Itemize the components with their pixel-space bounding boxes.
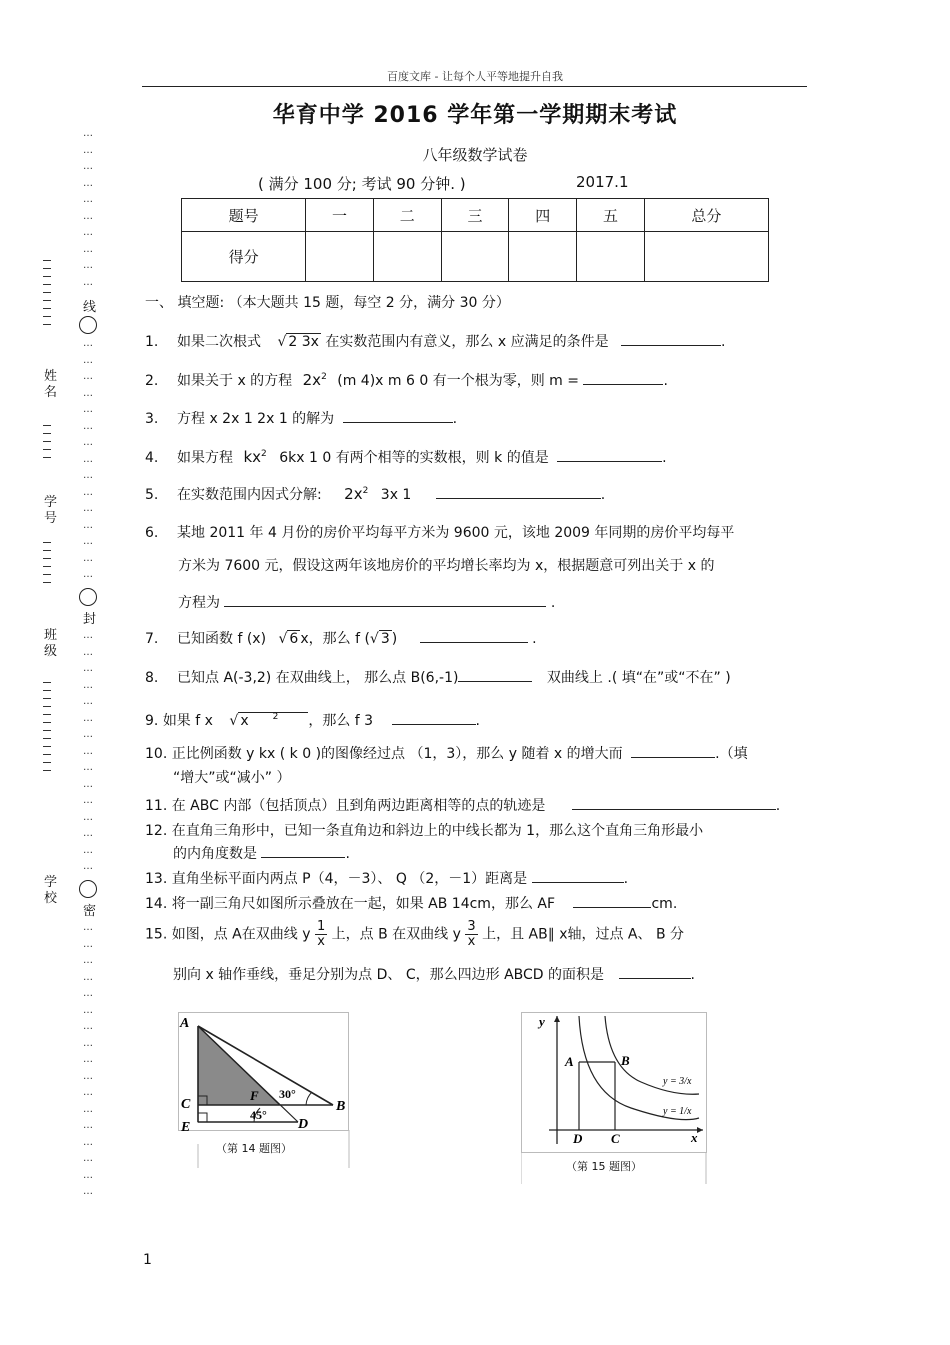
question-text: 上，点 B 在双曲线 y <box>331 926 461 943</box>
answer-blank[interactable] <box>572 797 776 810</box>
question-6-line-2: 方米为 7600 元，假设这两年该地房价的平均增长率均为 x，根据题意可列出关于 x 的 <box>178 558 715 574</box>
binding-line-char: 线 <box>83 300 97 315</box>
angle-label: 30° <box>279 1087 296 1101</box>
curve-label: y = 1/x <box>663 1106 692 1117</box>
question-11: 11. 在 ABC 内部（包括顶点）且到角两边距离相等的点的轨迹是 . <box>145 798 781 814</box>
question-text: 在直角三角形中，已知一条直角边和斜边上的中线长都为 1，那么这个直角三角形最小 <box>171 823 704 839</box>
question-text: 有一个根为零，则 m = <box>432 373 579 389</box>
score-header-cell: 四 <box>509 199 577 232</box>
score-header-cell: 题号 <box>182 199 306 232</box>
score-header-cell: 二 <box>373 199 441 232</box>
answer-blank[interactable] <box>261 845 345 858</box>
question-number: 10. <box>145 746 168 762</box>
radicand: 6 <box>289 631 299 647</box>
score-header-cell: 五 <box>577 199 645 232</box>
question-text: .（填 <box>715 746 748 762</box>
question-number: 15. <box>145 926 168 943</box>
question-12-line-2: 的内角度数是 . <box>173 846 350 862</box>
question-text: 将一副三角尺如图所示叠放在一起，如果 AB 14cm，那么 AF <box>171 896 556 912</box>
page-number: 1 <box>143 1252 152 1268</box>
field-label-student-id: 学号 <box>44 495 58 526</box>
binding-secret-char: 密 <box>83 904 97 919</box>
question-text: 别向 x 轴作垂线，垂足分别为点 D、 C，那么四边形 ABCD 的面积是 <box>173 967 605 983</box>
question-15-line-2: 别向 x 轴作垂线，垂足分别为点 D、 C，那么四边形 ABCD 的面积是 . <box>173 967 695 983</box>
point-label: C <box>611 1131 620 1146</box>
answer-blank[interactable] <box>557 449 662 462</box>
question-12 <box>145 820 703 840</box>
field-label-school: 学校 <box>44 875 58 906</box>
school-underline <box>43 682 51 778</box>
score-header-cell: 总分 <box>644 199 768 232</box>
point-label: C <box>181 1097 191 1112</box>
point-label: F <box>250 1088 259 1103</box>
question-text: 的内角度数是 <box>173 846 257 862</box>
radicand: 2 3x <box>288 334 319 350</box>
answer-blank[interactable] <box>583 372 663 385</box>
question-15 <box>145 920 684 949</box>
answer-blank[interactable] <box>436 486 601 499</box>
question-text: ，那么 f 3 <box>308 713 374 729</box>
question-text: 某地 2011 年 4 月份的房价平均每平方米为 9600 元，该地 2009 年同期的房价平均每平 <box>177 525 735 541</box>
score-table-header-row <box>182 199 769 232</box>
score-cell[interactable] <box>577 232 645 282</box>
score-header-cell: 三 <box>441 199 509 232</box>
point-label: B <box>336 1099 346 1114</box>
figure-15-caption: （第 15 题图） <box>566 1160 642 1173</box>
axis-label: y <box>539 1014 545 1029</box>
score-cell[interactable] <box>441 232 509 282</box>
dotted-line: … … … … … … … … … … … … … … … <box>83 630 92 872</box>
answer-blank[interactable] <box>621 333 721 346</box>
point-label: B <box>621 1053 630 1068</box>
binding-seal-char: 封 <box>83 612 97 627</box>
question-text: 双曲线上 .( 填“在”或“不在” ) <box>546 670 731 686</box>
angle-label: 45° <box>250 1108 267 1122</box>
fraction-1-over-x: $\frac{1}{x}$ <box>316 919 326 949</box>
question-text: 方程为 <box>178 595 220 611</box>
score-cell[interactable] <box>306 232 374 282</box>
point-label: A <box>565 1054 574 1069</box>
question-14 <box>145 893 677 913</box>
dotted-line: … … … … … … … … … … … … … … … … … <box>83 922 92 1197</box>
answer-blank[interactable] <box>532 870 624 883</box>
question-number: 2. <box>145 373 159 389</box>
score-table-score-row <box>182 232 769 282</box>
name-underline <box>43 260 51 332</box>
answer-blank[interactable] <box>343 410 453 423</box>
exam-date: 2017.1 <box>576 173 629 191</box>
question-text: 方程 x 2x 1 2x 1 的解为 <box>177 411 335 427</box>
point-label: D <box>573 1131 583 1146</box>
question-text: 如果 f x <box>162 713 213 729</box>
question-text: x，那么 f ( <box>300 631 370 647</box>
question-text: 有两个相等的实数根，则 k 的值是 <box>335 450 549 466</box>
class-underline <box>43 542 51 590</box>
section-heading: 一、 填空题: （本大题共 15 题，每空 2 分，满分 30 分） <box>145 295 510 311</box>
answer-blank[interactable] <box>420 630 528 643</box>
score-cell[interactable] <box>644 232 768 282</box>
field-label-name: 姓名 <box>44 369 58 400</box>
question-5: 5. 在实数范围内因式分解: $2x^2$ 3x 1 . <box>145 485 606 503</box>
question-7: 7. 已知函数 f (x) √ 6 x，那么 f (√ 3 ) . <box>145 631 537 647</box>
question-number: 11. <box>145 798 168 814</box>
score-row-label: 得分 <box>182 232 306 282</box>
question-number: 6. <box>145 525 159 541</box>
score-header-cell: 一 <box>306 199 374 232</box>
binding-circle <box>79 316 97 334</box>
question-10 <box>145 743 748 763</box>
header-rule <box>142 86 807 87</box>
question-6 <box>145 522 734 542</box>
question-10-line-2: “增大”或“减小” ） <box>173 770 291 786</box>
equation: (m 4)x m 6 0 <box>337 373 429 389</box>
question-text: cm. <box>651 896 678 912</box>
question-number: 9. <box>145 713 159 729</box>
equation: 3x 1 <box>380 487 412 503</box>
point-label: A <box>180 1016 190 1031</box>
curve-label: y = 3/x <box>663 1076 692 1087</box>
score-table <box>181 198 769 282</box>
question-text: 在实数范围内有意义，那么 x 应满足的条件是 <box>325 334 609 350</box>
point-label: D <box>298 1117 309 1132</box>
question-number: 13. <box>145 871 168 887</box>
answer-blank[interactable] <box>573 895 651 908</box>
dotted-line: … … … … … … … … … … … … … … … <box>83 338 92 580</box>
exam-info: ( 满分 100 分; 考试 90 分钟. ) <box>258 175 466 193</box>
question-8 <box>145 667 731 687</box>
question-text: 在实数范围内因式分解: <box>177 487 322 503</box>
question-2: 2. 如果关于 x 的方程 $2x^2$ (m 4)x m 6 0 有一个根为零，则 m = . <box>145 371 668 389</box>
radicand: x $^2$ <box>238 712 308 729</box>
question-1: 1. 如果二次根式 √ 2 3x 在实数范围内有意义，那么 x 应满足的条件是 . <box>145 334 726 350</box>
question-6-line-3: 方程为 . <box>178 595 556 611</box>
question-text: 已知函数 f (x) <box>177 631 267 647</box>
dotted-line: … … … … … … … … … … <box>83 128 92 288</box>
question-text: 如图，点 A在双曲线 y <box>171 926 311 943</box>
exam-title: 华育中学 2016 学年第一学期期末考试 <box>272 103 678 128</box>
score-cell[interactable] <box>373 232 441 282</box>
question-number: 12. <box>145 823 168 839</box>
question-number: 5. <box>145 487 159 503</box>
binding-circle <box>79 588 97 606</box>
page-header: 百度文库 - 让每个人平等地提升自我 <box>387 70 563 83</box>
question-text: ) <box>391 631 398 647</box>
axis-label: x <box>691 1130 698 1145</box>
question-text: 已知点 A(-3,2) 在双曲线上， 那么点 B(6,-1) <box>177 670 459 686</box>
question-number: 4. <box>145 450 159 466</box>
question-text: 如果方程 <box>177 450 233 466</box>
field-label-class: 班级 <box>44 628 58 659</box>
question-text: 正比例函数 y kx ( k 0 )的图像经过点 （1，3），那么 y 随着 x 的增大而 <box>171 746 623 762</box>
question-text: 如果关于 x 的方程 <box>177 373 293 389</box>
question-3: 3. 方程 x 2x 1 2x 1 的解为 . <box>145 411 458 427</box>
exam-subtitle: 八年级数学试卷 <box>422 146 528 164</box>
equation: 6kx 1 0 <box>279 450 332 466</box>
question-9: 9. 如果 f x √ x $^2$ ，那么 f 3 . <box>145 712 480 729</box>
question-text: 上，且 AB∥ x轴，过点 A、 B 分 <box>482 926 685 943</box>
question-4: 4. 如果方程 $kx^2$ 6kx 1 0 有两个相等的实数根，则 k 的值是 . <box>145 448 667 466</box>
question-number: 1. <box>145 334 159 350</box>
answer-blank[interactable] <box>392 712 476 725</box>
score-cell[interactable] <box>509 232 577 282</box>
radicand: 3 <box>380 631 390 647</box>
question-text: 在 ABC 内部（包括顶点）且到角两边距离相等的点的轨迹是 <box>171 798 546 814</box>
answer-blank[interactable] <box>224 594 546 607</box>
fraction-3-over-x: $\frac{3}{x}$ <box>467 919 476 949</box>
question-number: 3. <box>145 411 159 427</box>
question-text: 直角坐标平面内两点 P（4，－3）、 Q （2，－1）距离是 <box>171 871 528 887</box>
question-number: 14. <box>145 896 168 912</box>
answer-blank[interactable] <box>458 669 532 682</box>
point-label: E <box>181 1120 191 1135</box>
figure-14-caption: （第 14 题图） <box>216 1142 292 1155</box>
question-number: 7. <box>145 631 159 647</box>
answer-blank[interactable] <box>619 966 691 979</box>
question-13: 13. 直角坐标平面内两点 P（4，－3）、 Q （2，－1）距离是 . <box>145 871 629 887</box>
answer-blank[interactable] <box>631 745 715 758</box>
binding-circle <box>79 880 97 898</box>
question-text: 如果二次根式 <box>177 334 261 350</box>
id-underline <box>43 425 51 465</box>
question-number: 8. <box>145 670 159 686</box>
